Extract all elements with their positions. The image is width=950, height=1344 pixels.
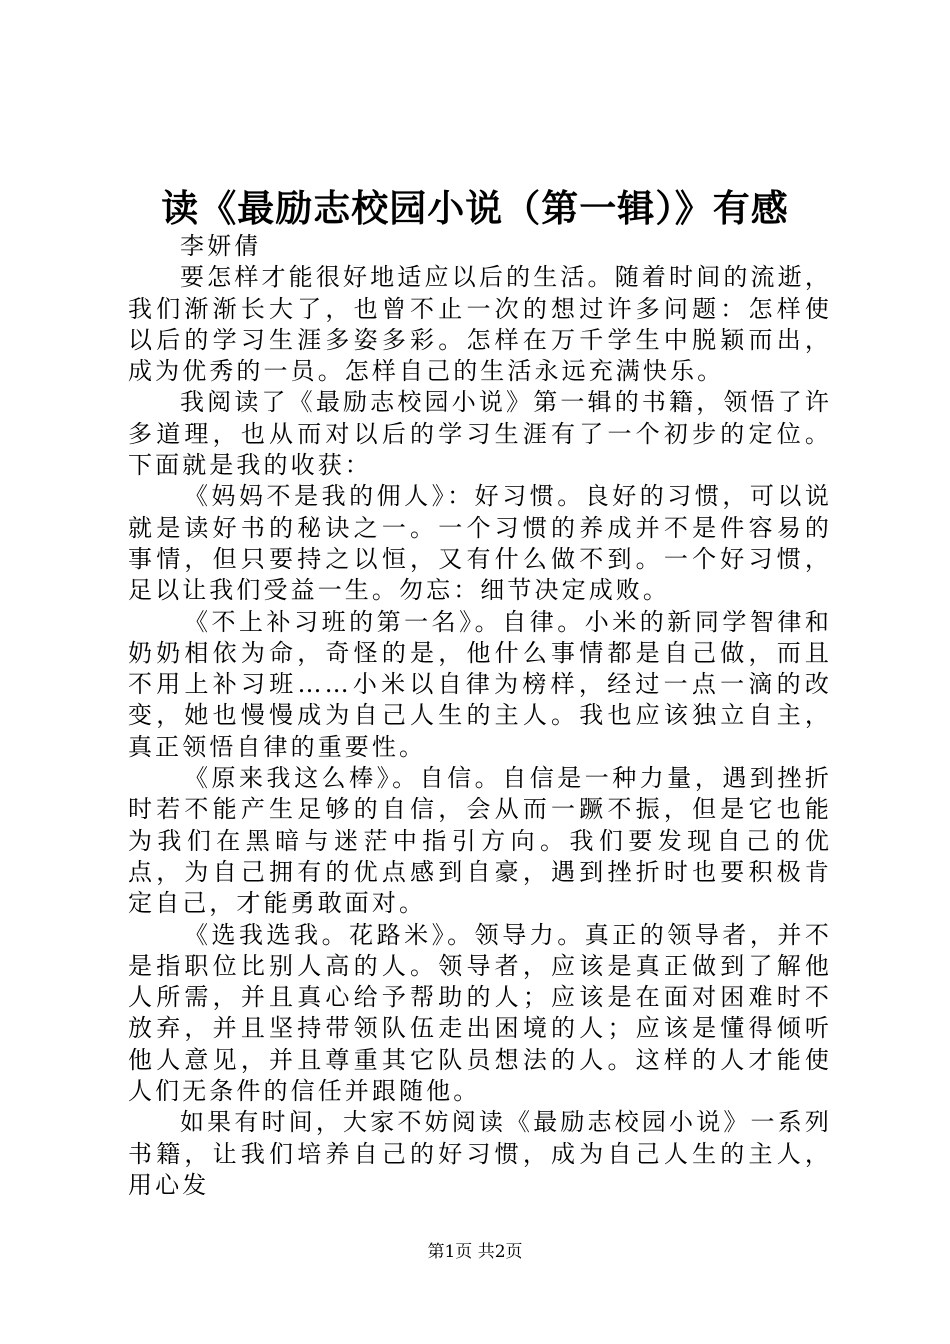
paragraph-conclusion: 如果有时间，大家不妨阅读《最励志校园小说》一系列书籍，让我们培养自己的好习惯，成为自己人生的主人，用心发 <box>128 1108 832 1199</box>
paragraph-reading: 我阅读了《最励志校园小说》第一辑的书籍，领悟了许多道理，也从而对以后的学习生涯有了一个初步的定位。下面就是我的收获： <box>128 388 832 480</box>
author-name: 李妍倩 <box>180 232 262 260</box>
paragraph-good-habit: 《妈妈不是我的佣人》：好习惯。良好的习惯，可以说就是读好书的秘诀之一。一个习惯的养成并不是件容易的事情，但只要持之以恒，又有什么做不到。一个好习惯，足以让我们受益一生。勿忘：细节决定成败。 <box>128 482 832 605</box>
document-title: 读《最励志校园小说（第一辑）》有感 <box>161 186 789 230</box>
page-footer: 第1页 共2页 <box>427 1242 523 1262</box>
paragraph-leadership: 《选我选我。花路米》。领导力。真正的领导者，并不是指职位比别人高的人。领导者，应该是真正做到了解他人所需，并且真心给予帮助的人；应该是在面对困难时不放弃，并且坚持带领队伍走出困境的人；应该是懂得倾听他人意见，并且尊重其它队员想法的人。这样的人才能使人们无条件的信任并跟随他。 <box>128 920 832 1106</box>
paragraph-self-discipline: 《不上补习班的第一名》。自律。小米的新同学智律和奶奶相依为命，奇怪的是，他什么事情都是自己做，而且不用上补习班……小米以自律为榜样，经过一点一滴的改变，她也慢慢成为自己人生的主人。我也应该独立自主，真正领悟自律的重要性。 <box>128 607 832 761</box>
paragraph-intro: 要怎样才能很好地适应以后的生活。随着时间的流逝，我们渐渐长大了，也曾不止一次的想过许多问题：怎样使以后的学习生涯多姿多彩。怎样在万千学生中脱颖而出，成为优秀的一员。怎样自己的生活永远充满快乐。 <box>128 263 832 386</box>
document-body <box>128 231 832 1201</box>
paragraph-confidence: 《原来我这么棒》。自信。自信是一种力量，遇到挫折时若不能产生足够的自信，会从而一蹶不振，但是它也能为我们在黑暗与迷茫中指引方向。我们要发现自己的优点，为自己拥有的优点感到自豪，遇到挫折时也要积极肯定自己，才能勇敢面对。 <box>128 764 832 918</box>
